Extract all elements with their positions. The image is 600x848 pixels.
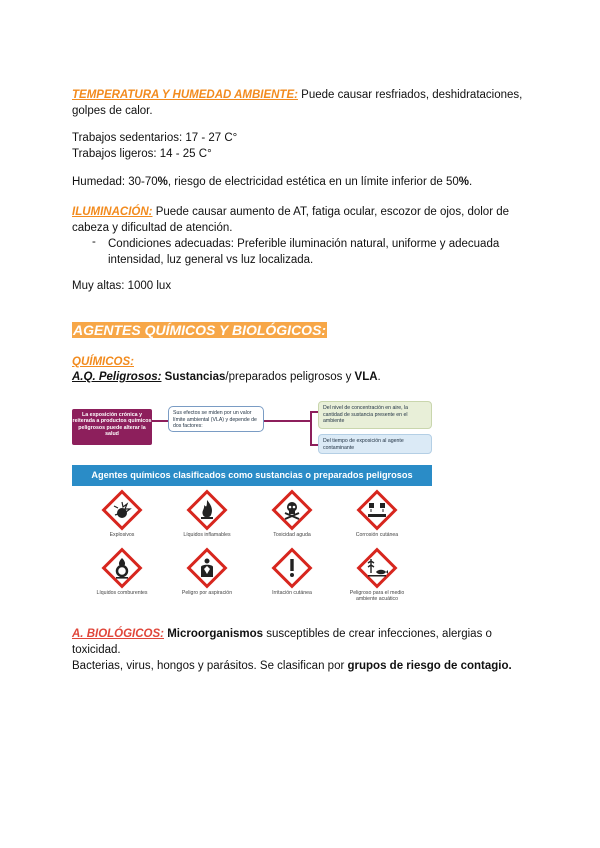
humidity-end: . xyxy=(469,176,473,188)
humidity-line xyxy=(72,174,472,190)
sedentary-range: Trabajos sedentarios: 17 - 27 C° xyxy=(72,132,238,144)
connector-line xyxy=(310,411,318,413)
humidity-pct: % xyxy=(157,176,168,188)
vla-box: Sus efectos se miden por un valor límite ambiental (VLA) y depende de dos factores: xyxy=(168,406,264,432)
connector-line xyxy=(310,444,318,446)
pictogram-label: Líquidos inflamables xyxy=(183,532,231,538)
humidity-post: , riesgo de electricidad estética en un límite inferior de 50 xyxy=(167,176,459,188)
oxidizer-icon xyxy=(101,547,143,589)
pictogram-label: Corrosión cutánea xyxy=(355,532,399,538)
pictogram-environment xyxy=(342,547,412,602)
pictogram-explosive xyxy=(87,489,157,538)
exclamation-icon xyxy=(271,547,313,589)
exposure-time-box: Del tiempo de exposición al agente contaminante xyxy=(318,434,432,454)
pictogram-irritant xyxy=(257,547,327,596)
pictogram-label: Líquidos comburentes xyxy=(96,590,148,596)
health-hazard-icon xyxy=(186,547,228,589)
pictogram-label: Toxicidad aguda xyxy=(273,532,311,538)
classification-banner: Agentes químicos clasificados como sustancias o preparados peligrosos xyxy=(72,465,432,486)
risk-groups-phrase: grupos de riesgo de contagio xyxy=(347,660,509,672)
very-high-lux-text: Muy altas: 1000 lux xyxy=(72,280,172,292)
chemical-agents-figure xyxy=(72,397,432,611)
substances-word: Sustancias xyxy=(164,371,226,383)
microorganisms-word: Microorganismos xyxy=(167,628,264,640)
temperature-label: TEMPERATURA Y HUMEDAD AMBIENTE: xyxy=(72,89,298,101)
pictogram-label: Explosivos xyxy=(109,532,135,538)
environment-icon xyxy=(356,547,398,589)
chemical-mid: /preparados peligrosos y xyxy=(225,371,355,383)
temperature-text: Puede causar resfriados, deshidrataciones, xyxy=(297,89,523,101)
chemical-heading xyxy=(72,354,134,370)
concentration-box: Del nivel de concentración en aire, la cantidad de sustancia presente en el ambiente xyxy=(318,401,432,429)
temperature-paragraph xyxy=(72,87,532,119)
vla-word: VLA xyxy=(354,371,378,383)
skull-icon xyxy=(271,489,313,531)
pictogram-health xyxy=(172,547,242,596)
pictogram-label: Peligro por aspiración xyxy=(181,590,233,596)
biological-end: . xyxy=(508,660,512,672)
chemical-end: . xyxy=(377,371,381,383)
humidity-pct2: % xyxy=(458,176,469,188)
very-high-lux xyxy=(72,278,171,294)
lighting-text: Puede causar aumento de AT, fatiga ocular, escozor de ojos, dolor de xyxy=(152,206,510,218)
flame-icon xyxy=(186,489,228,531)
pictogram-toxic xyxy=(257,489,327,538)
biological-text: susceptibles de crear infecciones, alergias o toxicidad. xyxy=(72,628,492,656)
pictogram-label: Irritación cutánea xyxy=(272,590,312,596)
connector-line xyxy=(264,420,310,422)
explosive-icon xyxy=(101,489,143,531)
light-range: Trabajos ligeros: 14 - 25 C° xyxy=(72,148,212,160)
chemical-def xyxy=(72,369,381,385)
temperature-text-cont: golpes de calor. xyxy=(72,105,153,117)
connector-line xyxy=(310,411,312,445)
corrosion-icon xyxy=(356,489,398,531)
pictogram-corrosive xyxy=(342,489,412,538)
chronic-exposure-box: La exposición crónica y reiterada a productos químicos peligrosos puede alterar la salud xyxy=(72,409,152,445)
pictogram-label: Peligroso para el medio ambiente acuático xyxy=(349,590,405,602)
connector-line xyxy=(152,420,168,422)
aq-label: A.Q. Peligrosos: xyxy=(72,371,162,383)
biological-paragraph xyxy=(72,626,542,674)
lighting-bullet-text: Condiciones adecuadas: Preferible iluminación natural, uniforme y adecuada intensidad, luz general vs luz localizada. xyxy=(108,238,500,266)
humidity-pre: Humedad: 30-70 xyxy=(72,176,158,188)
section-title: AGENTES QUÍMICOS Y BIOLÓGICOS: xyxy=(73,322,327,338)
pictogram-flammable xyxy=(172,489,242,538)
work-ranges xyxy=(72,130,237,162)
biological-label: A. BIOLÓGICOS: xyxy=(72,628,164,640)
biological-text-cont: Bacterias, virus, hongos y parásitos. Se clasifican por xyxy=(72,660,348,672)
lighting-label: ILUMINACIÓN: xyxy=(72,206,153,218)
pictogram-oxidizer xyxy=(87,547,157,596)
lighting-text-cont: cabeza y dificultad de atención. xyxy=(72,222,233,234)
bullet-dash: - xyxy=(92,236,96,248)
lighting-paragraph xyxy=(72,204,542,236)
chemical-label: QUÍMICOS: xyxy=(72,356,134,368)
